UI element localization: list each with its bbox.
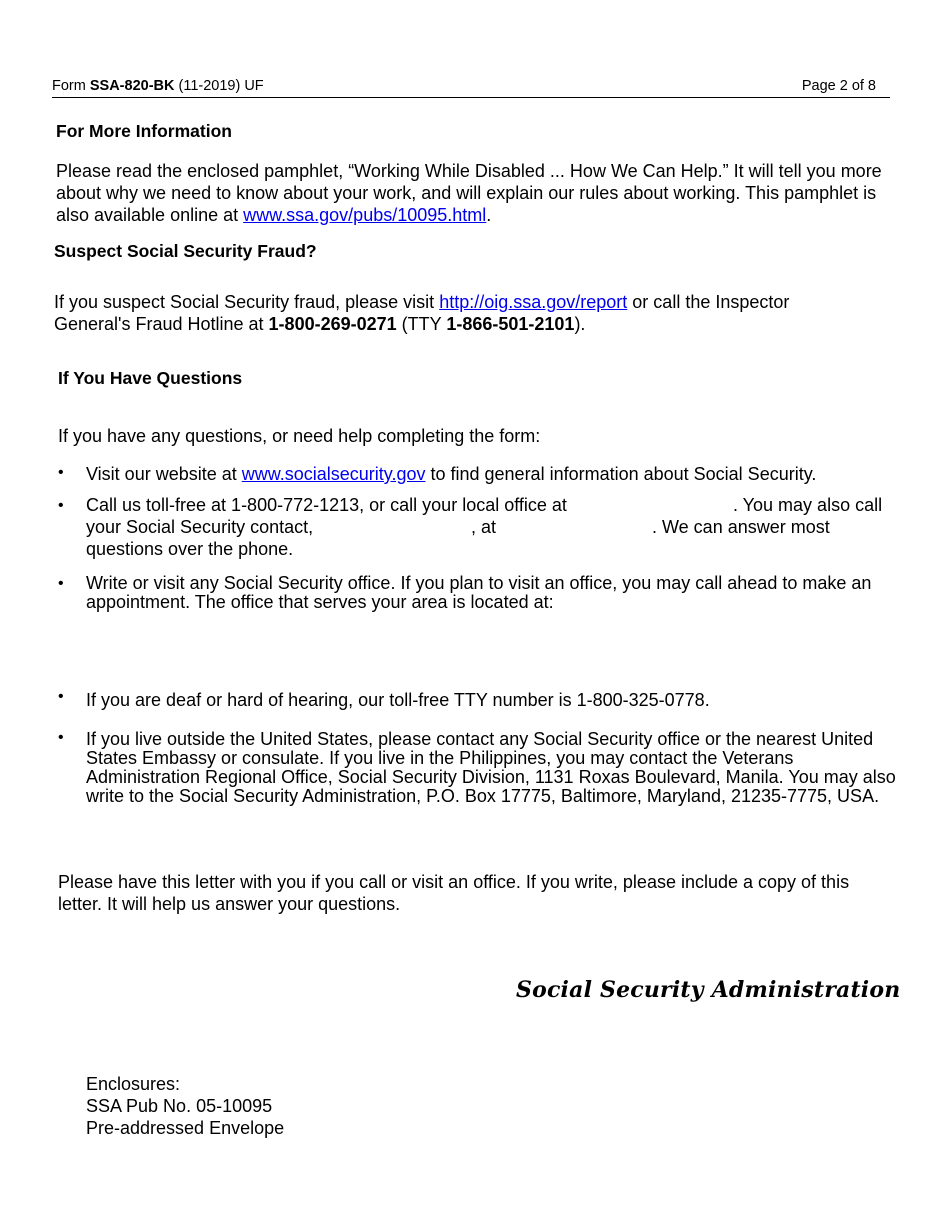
more-info-text: Please read the enclosed pamphlet, “Working While Disabled ... How We Can Help.” It will tell you more about why we need to know about your work, and will explain our rules about working. This pamphlet is also available online at [56, 161, 882, 225]
form-id-line [52, 78, 264, 94]
bullet-tty: If you are deaf or hard of hearing, our toll-free TTY number is 1-800-325-0778. [86, 690, 710, 710]
fraud-text: (TTY [396, 314, 447, 334]
bullet-call-line1a: Call us toll-free at 1-800-772-1213, or call your local office at [86, 495, 567, 515]
form-prefix: Form [52, 78, 90, 94]
bullet-icon: • [58, 464, 64, 481]
bullet-call-line2c: . We can answer most [652, 517, 830, 537]
fraud-hotline: 1-800-269-0271 [268, 314, 397, 334]
oig-report-link[interactable]: http://oig.ssa.gov/report [439, 292, 628, 312]
bullet-icon: • [58, 497, 64, 514]
bullet-text: Visit our website at [86, 464, 242, 484]
questions-heading: If You Have Questions [58, 368, 243, 388]
closing-paragraph: Please have this letter with you if you call or visit an office. If you write, please include a copy of this letter. It will help us answer your questions. [58, 872, 850, 914]
more-info-heading: For More Information [56, 121, 232, 141]
page-number: Page 2 of 8 [801, 78, 876, 94]
questions-intro: If you have any questions, or need help completing the form: [58, 426, 541, 446]
enclosure-item: Pre-addressed Envelope [86, 1118, 285, 1138]
form-number: SSA-820-BK [89, 78, 175, 94]
bullet-outside-us: If you live outside the United States, please contact any Social Security office or the nearest United States Embassy or consulate. If you live in the Philippines, you may contact the Veterans Administration Regional Office, Social Security Division, 1131 Roxas Boulevard, Manila. You may also write to the Social Security Administration, P.O. Box 17775, Baltimore, Maryland, 21235-7775, USA. [86, 729, 896, 806]
enclosure-item: SSA Pub No. 05-10095 [86, 1096, 273, 1116]
more-info-paragraph [56, 160, 886, 226]
bullet-call-line3: questions over the phone. [86, 539, 294, 559]
signature: Social Security Administration [516, 977, 901, 1003]
bullet-call-line2a: your Social Security contact, [86, 517, 314, 537]
fraud-heading: Suspect Social Security Fraud? [54, 241, 317, 261]
bullet-icon: • [58, 688, 64, 705]
bullet-text: to find general information about Social Security. [425, 464, 817, 484]
bullet-icon: • [58, 575, 64, 592]
enclosures-label: Enclosures: [86, 1074, 181, 1094]
fraud-text: If you suspect Social Security fraud, please visit [54, 292, 440, 312]
fraud-text: ). [574, 314, 586, 334]
header-divider [52, 97, 890, 98]
socialsecurity-link[interactable]: www.socialsecurity.gov [241, 464, 426, 484]
period: . [486, 205, 492, 225]
fraud-tty: 1-866-501-2101 [446, 314, 575, 334]
bullet-website [86, 463, 896, 485]
bullet-call-line2b: , at [471, 517, 497, 537]
bullet-call-line1b: . You may also call [733, 495, 883, 515]
bullet-icon: • [58, 729, 64, 746]
pamphlet-link[interactable]: www.ssa.gov/pubs/10095.html [243, 205, 487, 225]
bullet-visit-office: Write or visit any Social Security office. If you plan to visit an office, you may call ahead to make an appointment. The office that serves your area is located at: [86, 573, 872, 612]
fraud-paragraph [54, 291, 854, 335]
fraud-text: or call the Inspector General's Fraud Hotline at [54, 292, 790, 334]
form-edition: (11-2019) UF [174, 78, 264, 94]
